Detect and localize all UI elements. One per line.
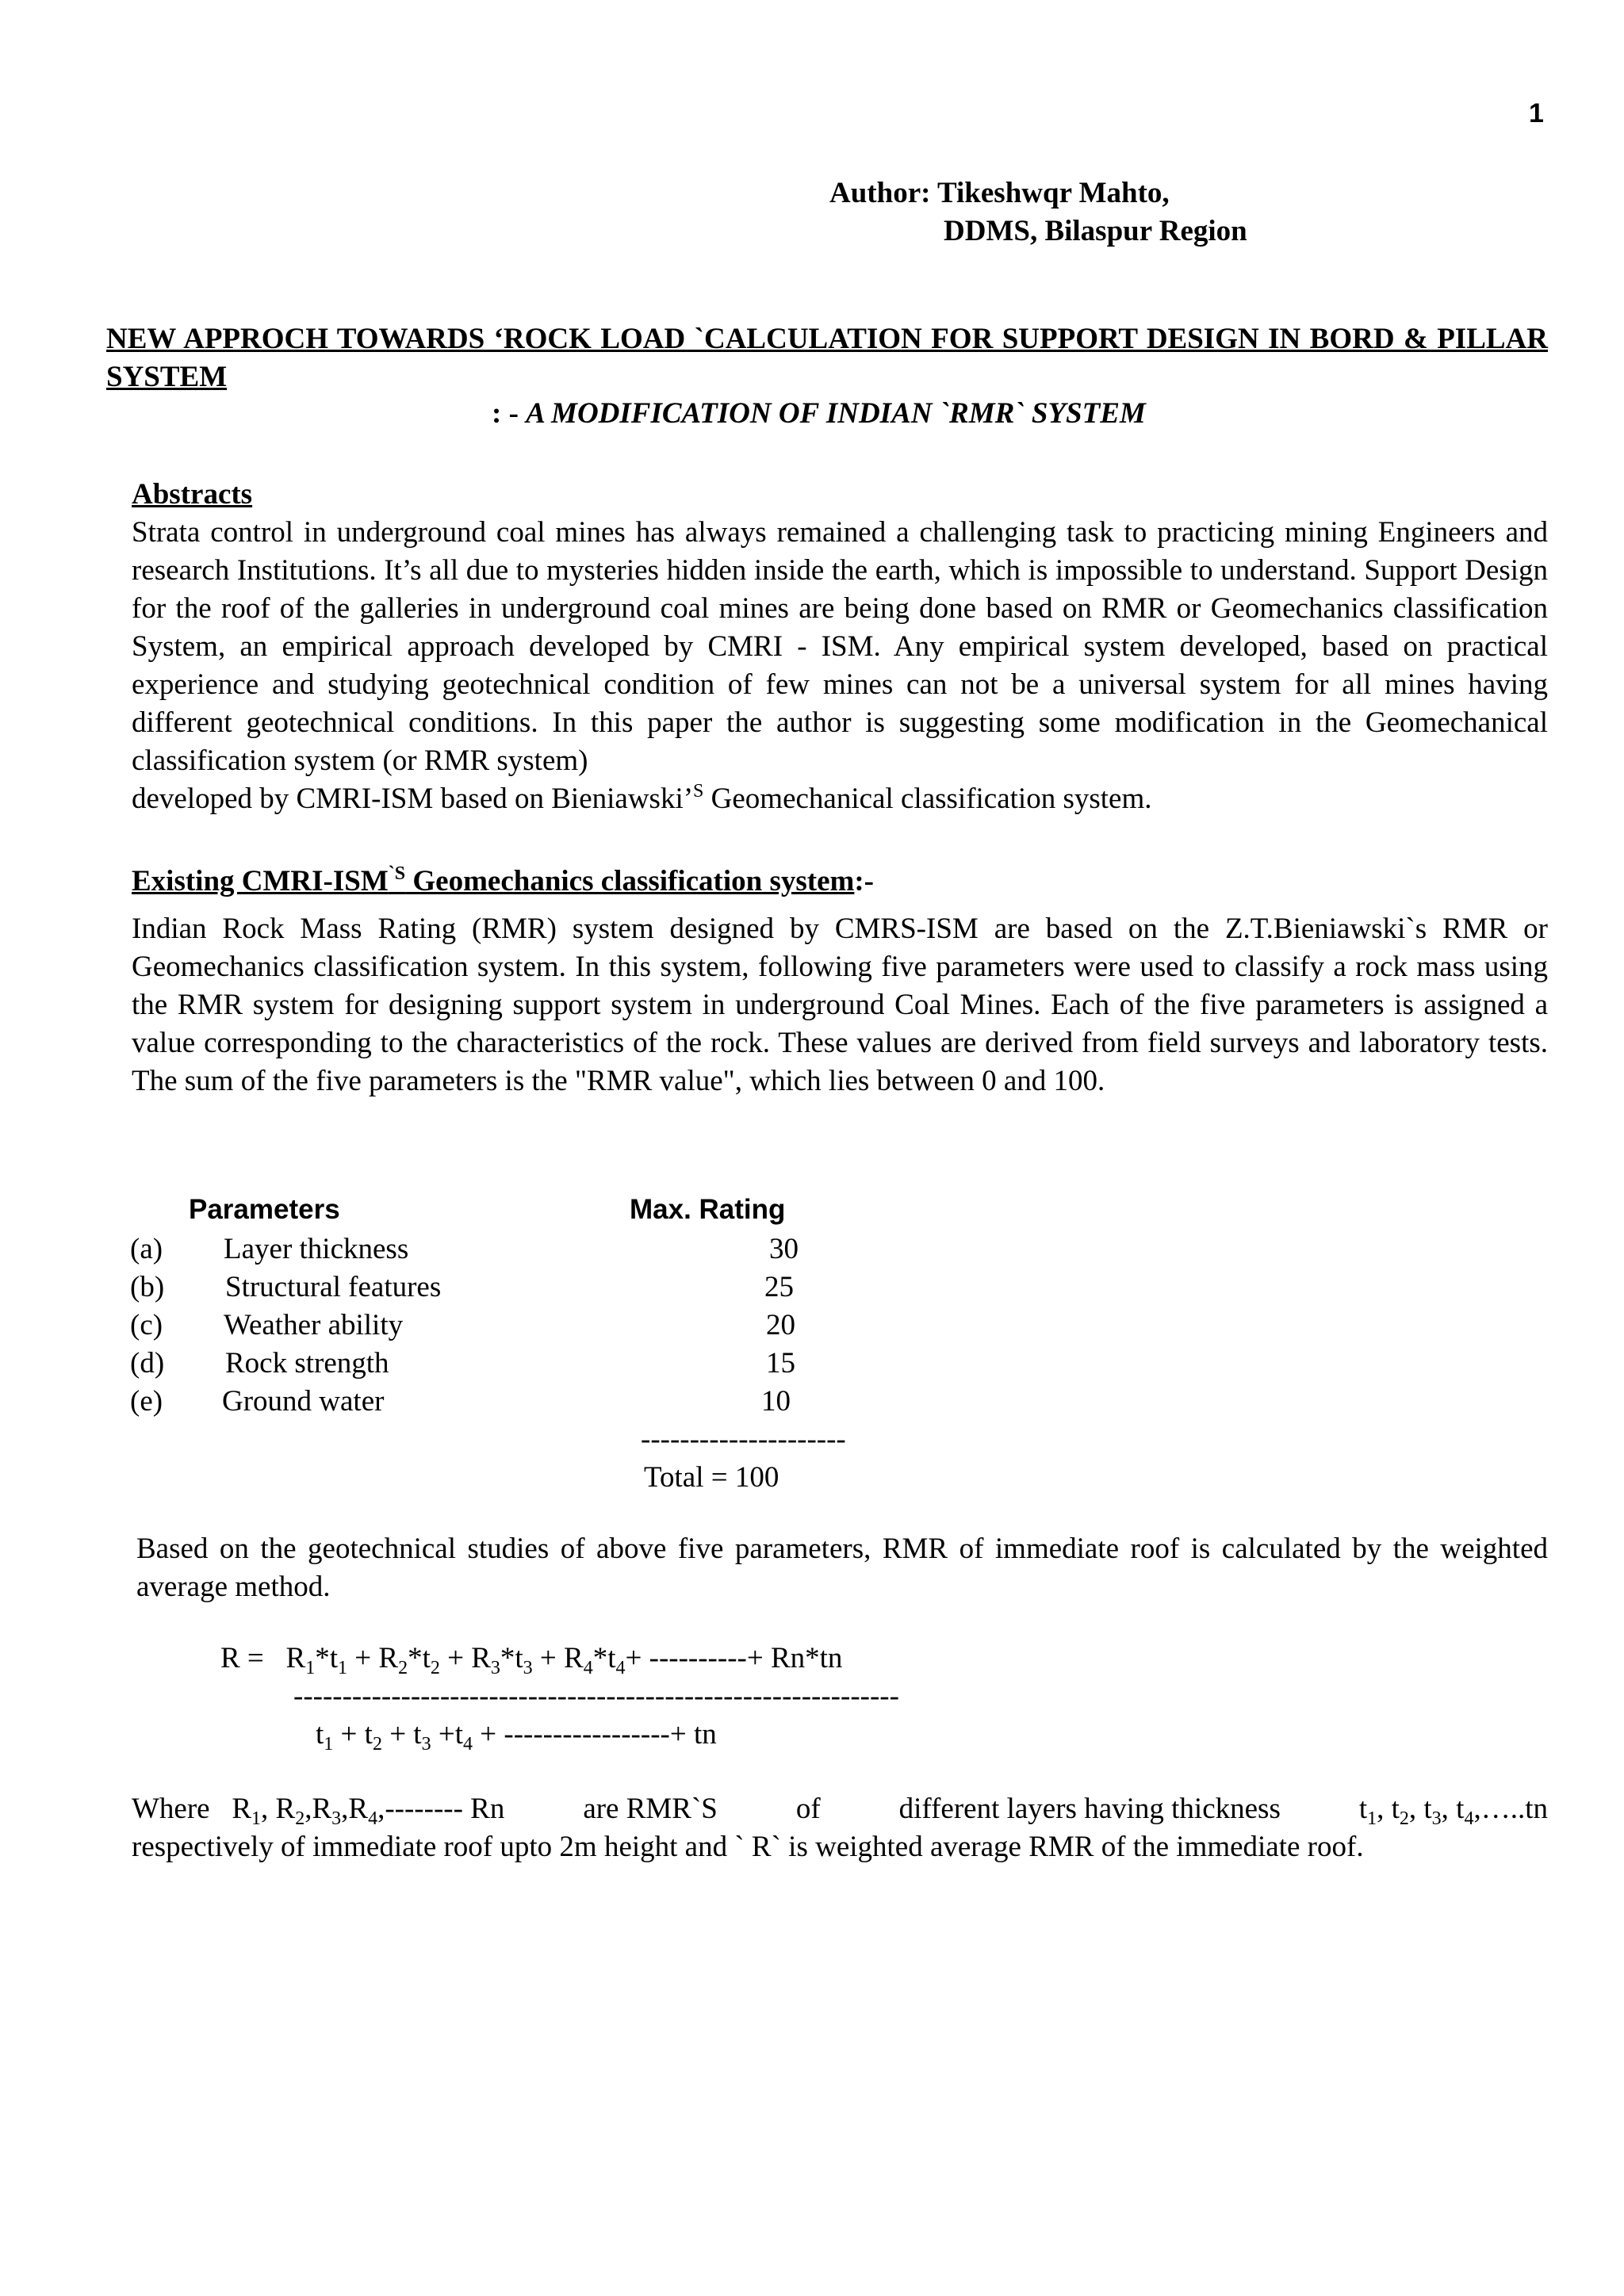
where-text: Where bbox=[132, 1793, 210, 1825]
row-value: 30 bbox=[769, 1233, 799, 1265]
where-of: of bbox=[795, 1793, 821, 1825]
where-different: different layers having thickness bbox=[898, 1793, 1281, 1825]
where-tail: …..tn bbox=[1480, 1793, 1548, 1825]
where-are: are RMR`S bbox=[583, 1793, 718, 1825]
abstract-last-sup: S bbox=[693, 781, 704, 802]
existing-heading-post: Geomechanics classification system bbox=[405, 865, 855, 897]
author-affiliation: DDMS, Bilaspur Region bbox=[944, 215, 1247, 247]
row-label: (c) bbox=[130, 1309, 163, 1341]
formula-numerator-tail: ----------+ Rn*tn bbox=[649, 1642, 843, 1674]
row-name: Structural features bbox=[225, 1271, 442, 1303]
table-header-parameters: Parameters bbox=[189, 1194, 340, 1225]
row-name: Rock strength bbox=[225, 1347, 389, 1380]
row-name: Layer thickness bbox=[224, 1233, 409, 1265]
formula-divider: -------------------------------------------------------------- bbox=[293, 1680, 899, 1712]
formula-denominator-tail: -----------------+ tn bbox=[504, 1718, 717, 1751]
existing-system-body: Indian Rock Mass Rating (RMR) system designed by CMRS-ISM are based on the Z.T.Bieniawski`s RMR or Geomechanics classification system. In this system, following five parameters were used to classify a rock mass using the RMR system for designing support system in underground Coal Mines. Each of the five parameters is assigned a value corresponding to the characteristics of the rock. These values are derived from field surveys and laboratory tests. The sum of the five parameters is the "RMR value", which lies between 0 and 100. bbox=[132, 913, 1548, 1097]
abstract-last-pre: developed by CMRI-ISM based on Bieniawski’ bbox=[132, 783, 694, 815]
abstract-heading: Abstracts bbox=[132, 478, 253, 511]
row-label: (e) bbox=[130, 1385, 163, 1418]
existing-heading-pre: Existing CMRI-ISM bbox=[132, 865, 389, 897]
table-header-max-rating: Max. Rating bbox=[630, 1194, 786, 1225]
row-label: (a) bbox=[130, 1233, 163, 1265]
weighted-average-text: Based on the geotechnical studies of above five parameters, RMR of immediate roof is calculated by the weighted average method. bbox=[136, 1533, 1548, 1603]
page-number: 1 bbox=[1529, 98, 1544, 128]
existing-heading-sup: `S bbox=[388, 863, 406, 884]
abstract-text: Strata control in underground coal mines has always remained a challenging task to practicing mining Engineers and research Institutions. It’s all due to mysteries hidden inside the earth, which is impossible to understand. Support Design for the roof of the galleries in underground coal mines are being done based on RMR or Geomechanics classification System, an empirical approach developed by CMRI - ISM. Any empirical system developed, based on practical experience and studying geotechnical condition of few mines can not be a universal system for all mines having different geotechnical conditions. In this paper the author is suggesting some modification in the Geomechanical classification system (or RMR system) bbox=[132, 516, 1548, 777]
existing-heading-text bbox=[132, 865, 854, 897]
formula-numerator: $R = R_1*t_1 + R_2*t_2 + R_3*t_3 + R_4*t_4+$ ----------+ Rn*tn bbox=[220, 1642, 843, 1678]
row-label: (d) bbox=[130, 1347, 165, 1380]
row-value: 20 bbox=[766, 1309, 795, 1341]
row-value: 25 bbox=[764, 1271, 794, 1303]
row-value: 15 bbox=[766, 1347, 795, 1380]
author-name: Author: Tikeshwqr Mahto, bbox=[829, 177, 1170, 209]
existing-heading-suffix: :- bbox=[854, 865, 875, 897]
formula-denominator: $t_1 + t_2 + t_3 +t_4$ + -----------------+ tn bbox=[316, 1718, 717, 1755]
existing-system-heading bbox=[132, 864, 874, 898]
table-total: Total = 100 bbox=[644, 1461, 779, 1494]
abstract-body bbox=[132, 514, 1548, 818]
row-label: (b) bbox=[130, 1271, 165, 1303]
formula-lhs: R = bbox=[220, 1642, 264, 1674]
paper-title: NEW APPROCH TOWARDS ‘ROCK LOAD `CALCULATION FOR SUPPORT DESIGN IN BORD & PILLAR SYSTEM bbox=[106, 323, 1548, 393]
row-name: Weather ability bbox=[224, 1309, 404, 1341]
table-separator: --------------------- bbox=[641, 1423, 846, 1456]
where-thickness-list: $t_1$, $t_2$, $t_3$, $t_4,\dots..tn$ bbox=[1358, 1793, 1548, 1829]
subtitle-italic: A MODIFICATION OF INDIAN `RMR` SYSTEM bbox=[526, 397, 1146, 430]
paper-subtitle bbox=[492, 396, 1146, 430]
where-word: Where $R_1$, $R_2,R_3,R_4,--------$ Rn bbox=[132, 1793, 505, 1829]
where-line-1 bbox=[132, 1792, 1548, 1829]
abstract-last-line bbox=[132, 780, 1548, 818]
row-name: Ground water bbox=[222, 1385, 385, 1418]
where-dashes: ,-------- Rn bbox=[377, 1793, 505, 1825]
abstract-last-post: Geomechanical classification system. bbox=[703, 783, 1152, 815]
row-value: 10 bbox=[761, 1385, 791, 1418]
where-line-2: respectively of immediate roof upto 2m height and ` R` is weighted average RMR of the immediate roof. bbox=[132, 1831, 1364, 1863]
subtitle-prefix: : - bbox=[492, 397, 527, 430]
